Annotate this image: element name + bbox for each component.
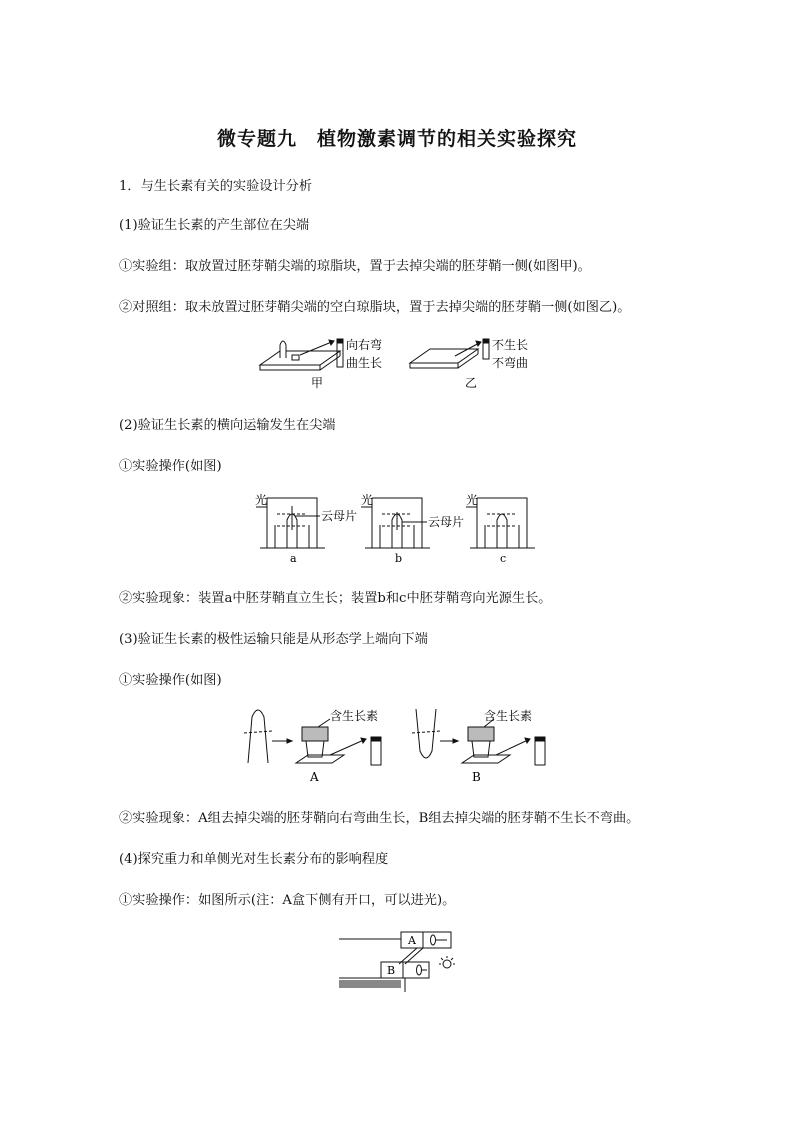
subsection-heading: (1)验证生长素的产生部位在尖端 <box>119 218 310 233</box>
jia-result-line1: 向右弯 <box>346 338 383 352</box>
box-label-A: A <box>408 934 416 947</box>
figure-label-b: b <box>395 552 403 565</box>
subsection-heading: (2)验证生长素的横向运输发生在尖端 <box>119 418 336 433</box>
figure-label-B: B <box>472 770 481 784</box>
mica-label-b: 云母片 <box>428 515 465 529</box>
subsection-heading: (3)验证生长素的极性运输只能是从形态学上端向下端 <box>119 632 428 647</box>
figure-label-a: a <box>290 552 297 565</box>
paragraph: ②对照组：取未放置过胚芽鞘尖端的空白琼脂块，置于去掉尖端的胚芽鞘一侧(如图乙)。 <box>119 300 631 315</box>
figure-gravity-light <box>335 928 465 996</box>
yi-result-line2: 不弯曲 <box>492 356 529 370</box>
mica-label-a: 云母片 <box>321 509 358 523</box>
light-label-c: 光 <box>466 493 479 507</box>
auxin-label-a: 含生长素 <box>330 709 379 723</box>
auxin-label-b: 含生长素 <box>484 709 533 723</box>
figure-label-A: A <box>310 770 319 784</box>
box-label-B: B <box>387 964 396 977</box>
figure-polar-transport <box>240 703 560 787</box>
subsection-heading: (4)探究重力和单侧光对生长素分布的影响程度 <box>119 852 389 867</box>
light-label-a: 光 <box>255 493 268 507</box>
paragraph: ②实验现象：A组去掉尖端的胚芽鞘向右弯曲生长，B组去掉尖端的胚芽鞘不生长不弯曲。 <box>119 811 640 826</box>
paragraph: ①实验操作：如图所示(注：A盒下侧有开口，可以进光)。 <box>119 893 456 908</box>
paragraph: ②实验现象：装置a中胚芽鞘直立生长；装置b和c中胚芽鞘弯向光源生长。 <box>119 591 552 606</box>
yi-label: 乙 <box>465 376 478 390</box>
figure-abc <box>255 490 545 566</box>
figure-jia-yi <box>250 333 550 395</box>
yi-result-line1: 不生长 <box>492 338 529 352</box>
paragraph: ①实验操作(如图) <box>119 673 222 688</box>
light-label-b: 光 <box>361 493 374 507</box>
jia-result-line2: 曲生长 <box>346 356 383 370</box>
figure-label-c: c <box>500 552 507 565</box>
paragraph: ①实验组：取放置过胚芽鞘尖端的琼脂块，置于去掉尖端的胚芽鞘一侧(如图甲)。 <box>119 259 591 274</box>
jia-label: 甲 <box>311 376 324 390</box>
page-title: 微专题九 植物激素调节的相关实验探究 <box>216 128 577 150</box>
paragraph: ①实验操作(如图) <box>119 459 222 474</box>
section-heading: 1．与生长素有关的实验设计分析 <box>119 179 313 194</box>
